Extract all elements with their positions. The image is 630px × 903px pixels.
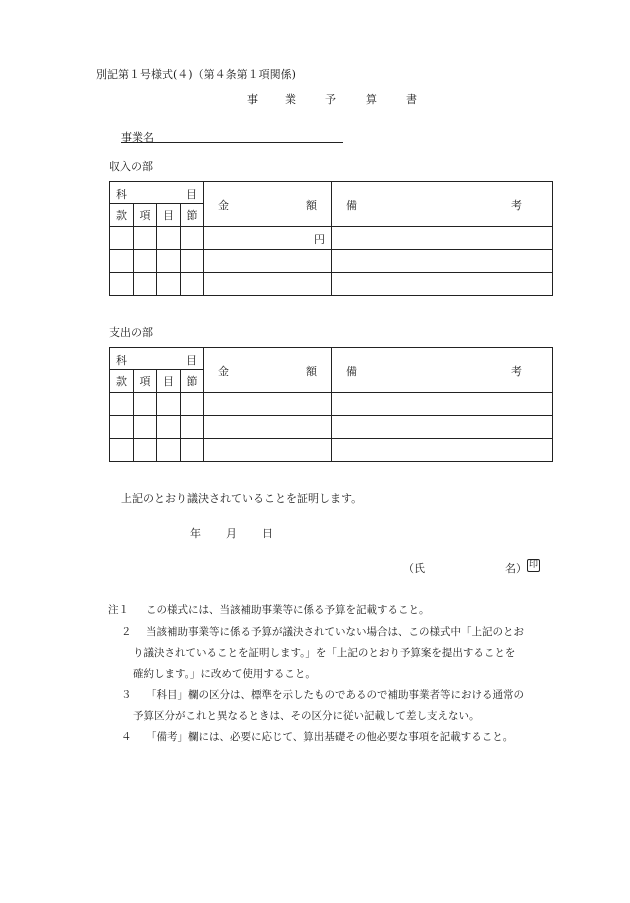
expense-sub-header-setsu: 節	[181, 370, 204, 393]
income-cell-amount[interactable]	[204, 250, 332, 273]
income-remarks-left: 備	[346, 199, 357, 212]
expense-section-label: 支出の部	[109, 326, 153, 339]
date-year: 年	[190, 527, 201, 540]
expense-table	[109, 347, 553, 462]
expense-row	[110, 439, 553, 462]
income-sub-header-moku: 目	[157, 204, 181, 227]
expense-cell-kan[interactable]	[110, 439, 134, 462]
project-name-label: 事業名	[121, 131, 154, 144]
income-cell-amount[interactable]	[204, 273, 332, 296]
income-cell-kou[interactable]	[134, 227, 157, 250]
income-cell-kan[interactable]	[110, 250, 134, 273]
expense-amount-right: 額	[306, 365, 317, 378]
income-sub-header-kou: 項	[134, 204, 157, 227]
expense-sub-header-kou: 項	[134, 370, 157, 393]
expense-cell-kou[interactable]	[134, 416, 157, 439]
income-cell-kan[interactable]	[110, 273, 134, 296]
date-month: 月	[226, 527, 237, 540]
expense-amount-header	[204, 348, 332, 393]
note-2-line-1: 当該補助事業等に係る予算が議決されていない場合は、この様式中「上記のとお	[146, 626, 524, 638]
expense-cell-setsu[interactable]	[181, 439, 204, 462]
expense-remarks-right: 考	[511, 365, 522, 378]
expense-cell-moku[interactable]	[157, 416, 181, 439]
expense-sub-header-kan: 款	[110, 370, 134, 393]
note-4-text: 「備考」欄には、必要に応じて、算出基礎その他必要な事項を記載すること。	[146, 731, 514, 743]
form-id: 別記第１号様式(４)（第４条第１項関係)	[96, 68, 296, 81]
expense-cell-remarks[interactable]	[332, 416, 553, 439]
income-row	[110, 273, 553, 296]
expense-kamoku-right: 目	[186, 354, 197, 367]
expense-row	[110, 393, 553, 416]
project-name-underline	[121, 142, 343, 143]
income-amount-right: 額	[306, 199, 317, 212]
income-amount-left: 金	[218, 199, 229, 212]
expense-cell-amount[interactable]	[204, 393, 332, 416]
income-cell-moku[interactable]	[157, 273, 181, 296]
date-day: 日	[262, 527, 273, 540]
doc-title-char-5: 書	[406, 93, 417, 106]
expense-sub-header-moku: 目	[157, 370, 181, 393]
note-2-line-2: り議決されていることを証明します。」を「上記のとおり予算案を提出することを	[133, 647, 516, 659]
income-kamoku-left: 科	[116, 188, 127, 201]
doc-title-char-4: 算	[366, 93, 377, 106]
income-cell-remarks[interactable]	[332, 227, 553, 250]
income-remarks-header	[332, 182, 553, 227]
name-open: （氏	[403, 562, 425, 575]
income-remarks-right: 考	[511, 199, 522, 212]
doc-title-char-3: 予	[325, 93, 336, 106]
expense-amount-left: 金	[218, 365, 229, 378]
income-cell-setsu[interactable]	[181, 250, 204, 273]
name-close: 名）	[505, 562, 527, 575]
expense-cell-kan[interactable]	[110, 416, 134, 439]
income-kamoku-header	[110, 182, 204, 204]
expense-cell-moku[interactable]	[157, 439, 181, 462]
income-cell-kou[interactable]	[134, 273, 157, 296]
expense-cell-moku[interactable]	[157, 393, 181, 416]
expense-remarks-left: 備	[346, 365, 357, 378]
income-row	[110, 250, 553, 273]
note-2-line-3: 確約します。」に改めて使用すること。	[133, 668, 316, 680]
expense-cell-setsu[interactable]	[181, 416, 204, 439]
note-1-label: 注１	[108, 604, 129, 616]
note-3-line-2: 予算区分がこれと異なるときは、その区分に従い記載して差し支えない。	[133, 710, 480, 722]
expense-cell-setsu[interactable]	[181, 393, 204, 416]
income-cell-kou[interactable]	[134, 250, 157, 273]
income-cell-amount[interactable]	[204, 227, 332, 250]
income-sub-header-kan: 款	[110, 204, 134, 227]
income-cell-setsu[interactable]	[181, 273, 204, 296]
note-1-text: この様式には、当該補助事業等に係る予算を記載すること。	[146, 604, 430, 616]
note-2-label: ２	[121, 626, 132, 638]
income-cell-moku[interactable]	[157, 227, 181, 250]
income-cell-kan[interactable]	[110, 227, 134, 250]
expense-row	[110, 416, 553, 439]
income-table	[109, 181, 553, 296]
expense-cell-kan[interactable]	[110, 393, 134, 416]
yen-unit: 円	[314, 233, 325, 246]
expense-cell-kou[interactable]	[134, 439, 157, 462]
income-amount-header	[204, 182, 332, 227]
note-4-label: ４	[121, 731, 132, 743]
expense-cell-remarks[interactable]	[332, 439, 553, 462]
expense-remarks-header	[332, 348, 553, 393]
income-kamoku-right: 目	[186, 188, 197, 201]
income-cell-setsu[interactable]	[181, 227, 204, 250]
expense-cell-amount[interactable]	[204, 439, 332, 462]
expense-kamoku-header	[110, 348, 204, 370]
doc-title-char-2: 業	[285, 93, 296, 106]
income-cell-remarks[interactable]	[332, 273, 553, 296]
income-cell-remarks[interactable]	[332, 250, 553, 273]
certification-text: 上記のとおり議決されていることを証明します。	[121, 492, 363, 505]
income-cell-moku[interactable]	[157, 250, 181, 273]
expense-cell-kou[interactable]	[134, 393, 157, 416]
seal-mark: 印	[528, 560, 538, 570]
expense-kamoku-left: 科	[116, 354, 127, 367]
income-row	[110, 227, 553, 250]
income-section-label: 収入の部	[109, 160, 153, 173]
income-sub-header-setsu: 節	[181, 204, 204, 227]
expense-cell-remarks[interactable]	[332, 393, 553, 416]
note-3-line-1: 「科目」欄の区分は、標準を示したものであるので補助事業者等における通常の	[146, 689, 524, 701]
note-3-label: ３	[121, 689, 132, 701]
doc-title-char-1: 事	[247, 93, 258, 106]
expense-cell-amount[interactable]	[204, 416, 332, 439]
